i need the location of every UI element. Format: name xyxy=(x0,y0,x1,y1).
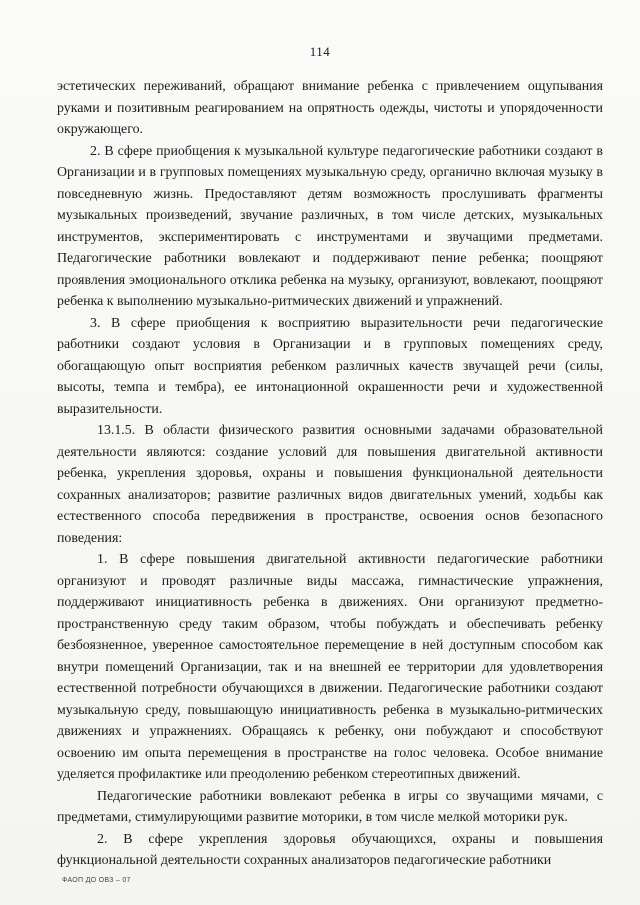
paragraph-health-strengthening: 2. В сфере укрепления здоровья обучающихся, охраны и повышения функциональной деятельности сохранных анализаторов педагогические работники xyxy=(57,831,603,868)
paragraph-aesthetic-continuation: эстетических переживаний, обращают внимание ребенка с привлечением ощупывания руками и позитивным реагированием на опрятность одежды, чистоты и упорядоченности окружающего. xyxy=(57,79,603,137)
document-body xyxy=(57,76,603,872)
paragraph-music-culture: 2. В сфере приобщения к музыкальной культуре педагогические работники создают в Организации и в групповых помещениях музыкальную среду, органично включая музыку в повседневную жизнь. Предоставляют детям возможность прослушивать фрагменты музыкальных произведений, звучание различных, в том числе детских, музыкальных инструментов, экспериментировать с инструментами и звучащими предметами. Педагогические работники вовлекают и поддерживают пение ребенка; поощряют проявления эмоционального отклика ребенка на музыку, организуют, вовлекают, поощряют ребенка к выполнению музыкально-ритмических движений и упражнений. xyxy=(57,143,603,309)
paragraph-speech-expressiveness: 3. В сфере приобщения к восприятию выразительности речи педагогические работники создают условия в Организации и в групповых помещениях среду, обогащающую опыт восприятия ребенком различных качеств звучащей речи (силы, высоты, темпа и тембра), ее интонационной окрашенности речи и художественной выразительности. xyxy=(57,315,603,417)
paragraph-motor-activity: 1. В сфере повышения двигательной активности педагогические работники организуют и проводят различные виды массажа, гимнастические упражнения, поддерживают инициативность ребенка в движениях. Они организуют предметно-пространственную среду таким образом, чтобы побуждать и обеспечивать ребенку безбоязненное, уверенное самостоятельное перемещение в ней доступным способом как внутри помещений Организации, так и на внешней ее территории для удовлетворения естественной потребности обучающихся в движении. Педагогические работники создают музыкальную среду, повышающую инициативность ребенка в музыкально-ритмических движениях и упражнениях. Обращаясь к ребенку, они побуждают и способствуют освоению им опыта перемещения в пространстве на голос человека. Особое внимание уделяется профилактике или преодолению ребенком стереотипных движений. xyxy=(57,552,603,782)
footer-label: ФАОП ДО ОВЗ – 07 xyxy=(62,877,131,884)
paragraph-sounding-balls: Педагогические работники вовлекают ребенка в игры со звучащими мячами, с предметами, стимулирующими развитие моторики, в том числе мелкой моторики рук. xyxy=(57,788,603,825)
paragraph-physical-development: 13.1.5. В области физического развития основными задачами образовательной деятельности являются: создание условий для повышения двигательной активности ребенка, укрепления здоровья, охраны и повышения функциональной деятельности сохранных анализаторов; развитие различных видов двигательных умений, ходьбы как естественного способа передвижения в пространстве, освоения основ безопасного поведения: xyxy=(57,423,603,546)
page-number: 114 xyxy=(309,44,331,59)
